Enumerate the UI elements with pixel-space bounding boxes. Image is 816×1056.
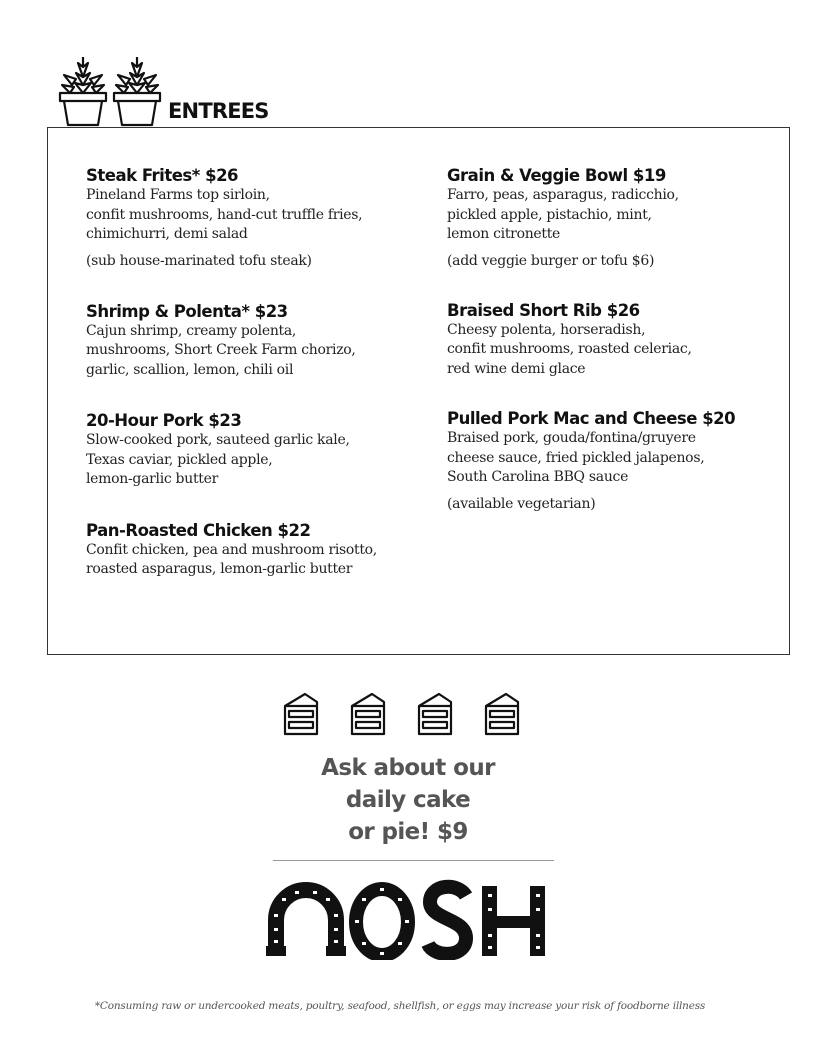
dish-description: Cajun shrimp, creamy polenta, mushrooms, Short Creek Farm chorizo, garlic, scallion, lemon, chili oil <box>86 322 356 378</box>
dish-description: Cheesy polenta, horseradish, confit mushrooms, roasted celeriac, red wine demi glace <box>447 321 692 377</box>
nosh-logo <box>262 878 552 960</box>
dish-name: 20-Hour Pork $23 <box>86 411 242 430</box>
dish-name: Steak Frites* $26 <box>86 166 239 185</box>
promo-line: or pie! $9 <box>348 819 468 845</box>
dish-note: (add veggie burger or tofu $6) <box>447 252 655 269</box>
promo-line: Ask about our <box>321 755 495 781</box>
entrees-right-column <box>447 166 777 544</box>
menu-item <box>86 166 416 271</box>
plant-icon <box>112 55 162 127</box>
cake-slice-icon <box>417 692 453 736</box>
plant-icons <box>58 55 162 127</box>
cake-icons <box>283 692 520 736</box>
dish-name: Braised Short Rib $26 <box>447 300 640 320</box>
dish-name: Shrimp & Polenta* $23 <box>86 301 288 321</box>
menu-item <box>447 409 777 514</box>
menu-item <box>86 411 416 490</box>
dish-description: Pineland Farms top sirloin, confit mushrooms, hand-cut truffle fries, chimichurri, demi salad <box>86 187 363 242</box>
dish-note: (available vegetarian) <box>447 495 596 512</box>
promo-line: daily cake <box>345 787 471 813</box>
cake-slice-icon <box>484 692 520 736</box>
entrees-left-column <box>86 166 416 611</box>
entrees-box <box>47 127 790 655</box>
menu-item <box>86 302 416 381</box>
dish-description: Slow-cooked pork, sauteed garlic kale, Texas caviar, pickled apple, lemon-garlic butter <box>86 432 350 487</box>
allergy-disclaimer: *Consuming raw or undercooked meats, poultry, seafood, shellfish, or eggs may increase your risk of foodborne illness <box>94 1000 706 1012</box>
menu-item <box>447 301 777 380</box>
dish-description: Confit chicken, pea and mushroom risotto, roasted asparagus, lemon-garlic butter <box>86 541 377 577</box>
menu-item <box>447 166 777 271</box>
menu-item <box>86 521 416 580</box>
dish-name: Pulled Pork Mac and Cheese $20 <box>447 409 736 428</box>
cake-slice-icon <box>350 692 386 736</box>
dish-name: Grain & Veggie Bowl $19 <box>447 166 666 185</box>
plant-icon <box>58 55 108 127</box>
dish-name: Pan-Roasted Chicken $22 <box>86 520 311 540</box>
dish-description: Farro, peas, asparagus, radicchio, pickled apple, pistachio, mint, lemon citronette <box>447 187 679 242</box>
cake-promo <box>258 752 558 848</box>
dish-note: (sub house-marinated tofu steak) <box>86 252 312 269</box>
cake-slice-icon <box>283 692 319 736</box>
divider <box>273 860 554 861</box>
dish-description: Braised pork, gouda/fontina/gruyere cheese sauce, fried pickled jalapenos, South Carolina BBQ sauce <box>447 430 705 485</box>
section-title: ENTREES <box>168 99 269 123</box>
